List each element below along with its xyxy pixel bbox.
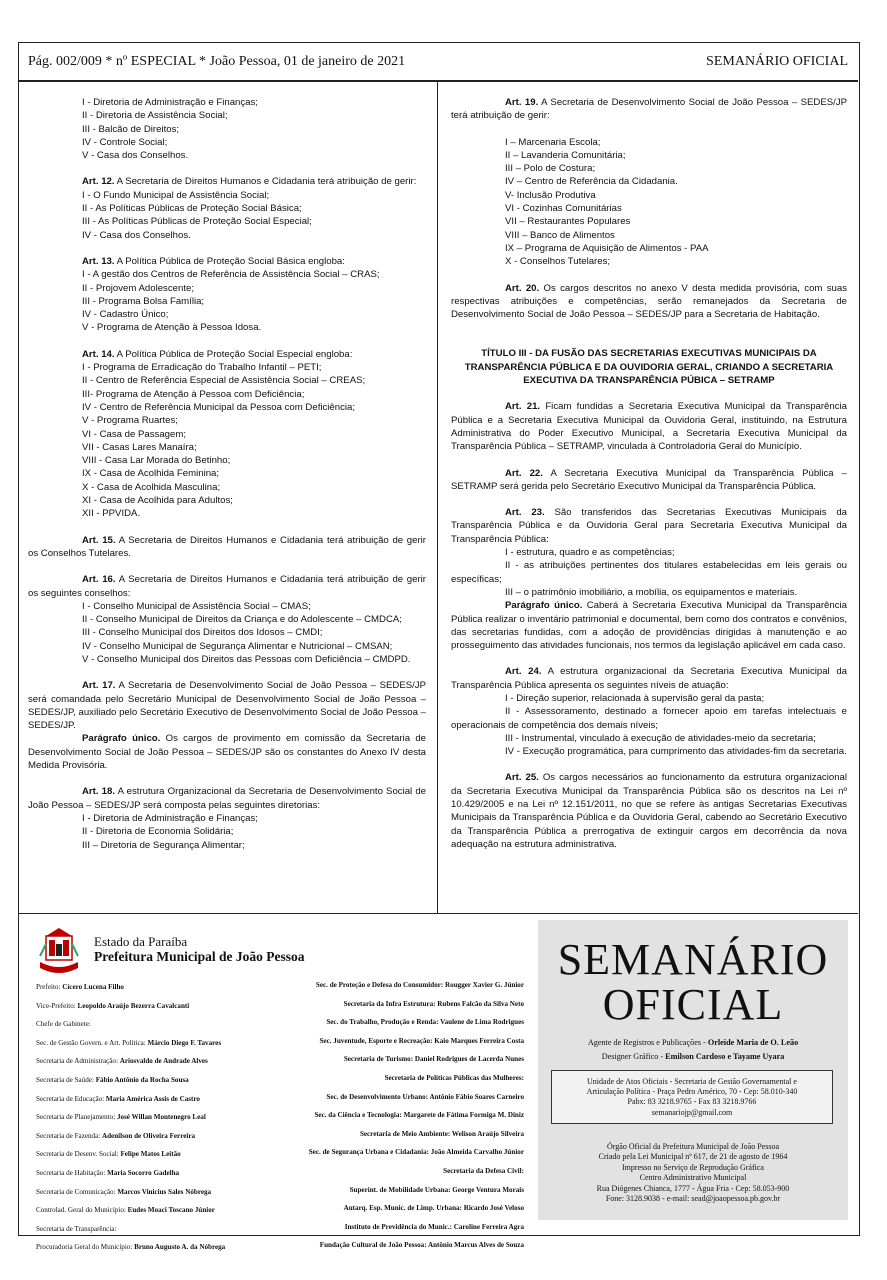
list-item (451, 175, 847, 188)
list-item (451, 586, 847, 599)
list-item (451, 215, 847, 228)
article-paragraph (28, 785, 426, 812)
paragraph-text: II - Conselho Municipal de Direitos da Criança e do Adolescente – CMDCA; (82, 614, 402, 626)
paragraph-text: I - Direção superior, relacionada à supervisão geral da pasta; (505, 692, 765, 704)
official-role: Chefe de Gabinete: (36, 1020, 91, 1029)
list-item (28, 414, 426, 427)
paragraph-text: A Política Pública de Proteção Social Básica engloba: (114, 255, 345, 267)
list-item (451, 162, 847, 175)
article-paragraph (451, 467, 847, 494)
official-role: Secretaria de Planejamento: (36, 1113, 117, 1122)
official-name: Ariosvaldo de Andrade Alves (119, 1057, 208, 1066)
official-entry (268, 1125, 524, 1144)
official-entry (268, 1088, 524, 1107)
paragraph-text: II - Centro de Referência Especial de Assistência Social – CREAS; (82, 375, 366, 387)
list-item (28, 202, 426, 215)
article-paragraph (451, 400, 847, 453)
paragraph-text: VI - Cozinhas Comunitárias (505, 203, 622, 215)
list-item (28, 839, 426, 852)
official-name: George Ventura Morais (452, 1185, 524, 1194)
article-label: Art. 12. (82, 176, 115, 188)
contact-email[interactable]: semanariojp@gmail.com (651, 1107, 733, 1117)
publication-info-line: Fone: 3128.9038 - e-mail: sead@joaopessoa.pb.gov.br (605, 1194, 781, 1204)
official-role: Secretaria de Fazenda: (36, 1131, 102, 1140)
paragraph-text: A estrutura Organizacional da Secretaria de Desenvolvimento Social de João Pessoa – SEDES/JP será composta pelas seguintes diretorias: (28, 786, 426, 811)
paragraph-text: III- Programa de Atenção à Pessoa com Deficiência; (82, 388, 305, 400)
official-name: Cícero Lucena Filho (62, 983, 124, 991)
paragraph-text: III - As Políticas Públicas de Proteção Social Especial; (82, 216, 312, 228)
official-role: Secretaria de Meio Ambiente: (359, 1129, 452, 1138)
paragraph-text: I – Marcenaria Escola; (505, 136, 601, 148)
paragraph-text: V - Programa de Atenção à Pessoa Idosa. (82, 322, 262, 334)
official-entry (36, 997, 276, 1016)
paragraph-gap (451, 454, 847, 467)
article-label: Parágrafo único. (82, 733, 161, 745)
paragraph-gap (28, 772, 426, 785)
paragraph-text: IX – Programa de Aquisição de Alimentos - PAA (505, 242, 709, 254)
paragraph-text: I - estrutura, quadro e as competências; (505, 547, 675, 559)
paragraph-gap (28, 242, 426, 255)
list-item (28, 613, 426, 626)
paragraph-text: X - Casa de Acolhida Masculina; (82, 481, 221, 493)
list-item (28, 825, 426, 838)
list-item (451, 732, 847, 745)
list-item (28, 640, 426, 653)
official-role: Vice-Prefeito: (36, 1001, 78, 1010)
official-role: Secretaria de Administração: (36, 1057, 120, 1066)
official-entry (268, 1181, 524, 1200)
paragraph-text: II – Lavanderia Comunitária; (505, 149, 626, 161)
list-item (451, 189, 847, 202)
paragraph-text: A Política Pública de Proteção Social Especial engloba: (114, 348, 353, 360)
paragraph-gap (28, 560, 426, 573)
official-entry (36, 978, 276, 997)
paragraph-gap (28, 335, 426, 348)
footer-divider (18, 913, 858, 914)
paragraph-gap (451, 652, 847, 665)
paragraph-text: V- Inclusão Produtiva (505, 189, 596, 201)
paragraph-text: XI - Casa de Acolhida para Adultos; (82, 495, 233, 507)
official-role: Secretaria de Transparência: (36, 1224, 117, 1233)
contact-line: Unidade de Atos Oficiais - Secretaria de Gestão Governamental e (587, 1077, 797, 1086)
officials-list-left (36, 978, 276, 1257)
official-entry (36, 1238, 276, 1257)
article-label: Art. 20. (505, 282, 540, 294)
official-name: Antônio Fábio Soares Carneiro (429, 1092, 524, 1101)
paragraph-text: VI - Casa de Passagem; (82, 428, 186, 440)
paragraph-text: Os cargos necessários ao funcionamento da estrutura organizacional da Secretaria Executiva Municipal da Transparência Pública são os descritos na Lei nº 10.429/2005 e na Lei nº 12.151/2011, no que se refere às antigas Secretarias Executivas Municipais da Transparência Pública e da Ouvidoria Geral, cabendo ao Secretário Executivo da Transparência Pública a prerrogativa de extinguir cargos em decorrência da nova adequação na estrutura administrativa. (451, 772, 848, 850)
official-name: Daniel Rodrigues de Lacerda Nunes (414, 1055, 524, 1064)
official-entry (36, 1127, 276, 1146)
publication-info-line: Criado pela Lei Municipal nº 617, de 21 de agosto de 1964 (598, 1152, 788, 1162)
list-item (28, 123, 426, 136)
list-item (28, 321, 426, 334)
list-item (28, 215, 426, 228)
official-name: Rougger Xavier G. Júnior (445, 981, 524, 989)
official-name: Caroline Ferreira Agra (453, 1222, 524, 1231)
paragraph-text: Caberá à Secretaria Executiva Municipal da Transparência Pública realizar o inventário patrimonial e documental, bem como dos contratos e convênios, das secretarias fundidas, com a adoção de providências dirigidas à manutenção e ao prosseguimento das atividades funcionais, nos termos da legislação aplicável em cada caso. (451, 600, 847, 652)
contact-line: Articulação Política - Praça Pedro Américo, 70 - Cep: 58.010-340 (586, 1087, 798, 1097)
list-item (28, 96, 426, 109)
paragraph-text: VIII - Casa Lar Morada do Betinho; (82, 455, 231, 467)
official-role: Secretaria de Educação: (36, 1094, 106, 1103)
page-header (18, 42, 858, 82)
list-item (28, 401, 426, 414)
agent-role: Agente de Registros e Publicações - (587, 1038, 708, 1047)
paragraph-text: IV - Controle Social; (82, 136, 168, 148)
list-item (451, 229, 847, 242)
article-paragraph (28, 175, 426, 188)
list-item (451, 202, 847, 215)
agent-credit (538, 1036, 848, 1050)
official-entry (36, 1108, 276, 1127)
official-entry (268, 1106, 524, 1125)
official-name: Vaulene de Lima Rodrigues (440, 1018, 524, 1027)
list-item (451, 242, 847, 255)
article-paragraph (28, 348, 426, 361)
paragraph-text: Os cargos de provimento em comissão da Secretaria de Desenvolvimento Social de João Pessoa – SEDES/JP são os constantes do Anexo IV desta Medida Provisória. (28, 733, 426, 772)
paragraph-text: V - Programa Ruartes; (82, 415, 178, 427)
official-entry (268, 1199, 524, 1218)
paragraph-text: A Secretaria de Desenvolvimento Social de João Pessoa – SEDES/JP terá atribuição de gerir: (451, 97, 847, 122)
article-paragraph (451, 506, 847, 546)
official-name: Eudes Moaci Toscano Júnior (127, 1206, 215, 1215)
official-role: Superint. de Mobilidade Urbana: (349, 1185, 453, 1194)
paragraph-text: II - As Políticas Públicas de Proteção Social Básica; (82, 203, 302, 215)
paragraph-text: X - Conselhos Tutelares; (505, 256, 611, 268)
paragraph-text: São transferidos das Secretarias Executivas Municipais da Transparência Pública e da Ouvidoria Geral para Secretaria Executiva Municipal da Transparência Pública: (451, 507, 847, 545)
paragraph-text: Os cargos descritos no anexo V desta medida provisória, com suas respectivas atribuições e competências, serão remanejados da Secretaria de Desenvolvimento Social de João Pessoa – SEDES/JP para a Secretaria de Habitação. (451, 282, 847, 321)
paragraph-gap (451, 269, 847, 282)
official-role: Controlad. Geral do Município: (36, 1206, 128, 1215)
official-entry (268, 1013, 524, 1032)
designer-credit (538, 1050, 848, 1064)
article-paragraph (451, 771, 847, 851)
coat-of-arms-icon (38, 926, 80, 976)
list-item (28, 454, 426, 467)
list-item (28, 361, 426, 374)
agent-name: Orleide Maria de O. Leão (707, 1038, 799, 1047)
article-label: Art. 18. (82, 786, 116, 798)
paragraph-gap (451, 334, 847, 347)
article-paragraph (28, 255, 426, 268)
staff-credits (538, 1036, 848, 1064)
list-item (451, 559, 847, 586)
official-name: Marcos Vinicius Sales Nóbrega (117, 1187, 212, 1196)
official-name: Maria Socorro Gadelha (107, 1168, 180, 1177)
official-entry (36, 1090, 276, 1109)
paragraph-text: XII - PPVIDA. (82, 508, 141, 520)
official-role: Sec. de Gestão Govern. e Art. Política: (36, 1038, 148, 1047)
paragraph-gap (28, 521, 426, 534)
left-text-column (28, 96, 426, 852)
official-role: Secretaria de Políticas Públicas das Mulheres: (384, 1073, 524, 1082)
official-entry (36, 1164, 276, 1183)
list-item (28, 374, 426, 387)
paragraph-text: III - Balcão de Direitos; (82, 123, 180, 135)
official-entry (268, 1143, 524, 1162)
article-paragraph (28, 573, 426, 600)
article-label: Art. 17. (82, 680, 116, 692)
paragraph-text: V - Casa dos Conselhos. (82, 150, 189, 162)
official-role: Instituto de Previdência do Munic.: (344, 1222, 454, 1231)
paragraph-text: A Secretaria de Direitos Humanos e Cidadania terá atribuição de gerir os Conselhos Tutelares. (28, 534, 427, 559)
official-entry (36, 1201, 276, 1220)
paragraph-text: A Secretaria de Direitos Humanos e Cidadania terá atribuição de gerir os seguintes conselhos: (28, 574, 427, 599)
publication-info-line: Rua Diógenes Chianca, 1777 - Água Fria - Cep: 58.053-900 (596, 1183, 790, 1193)
article-paragraph (28, 679, 426, 732)
list-item (28, 229, 426, 242)
official-name: Márcio Diego F. Tavares (147, 1038, 222, 1047)
official-role: Sec. da Ciência e Tecnologia: (314, 1111, 404, 1120)
official-role: Sec. de Desenvolvimento Urbano: (326, 1092, 430, 1101)
official-role: Sec. Juventude, Esporte e Recreação: (319, 1036, 435, 1045)
list-item (28, 481, 426, 494)
paragraph-gap (451, 321, 847, 334)
list-item (28, 109, 426, 122)
article-paragraph (451, 665, 847, 692)
paragraph-text: I - A gestão dos Centros de Referência de Assistência Social – CRAS; (82, 269, 380, 281)
masthead-title-line1: SEMANÁRIO (557, 935, 829, 984)
list-item (28, 428, 426, 441)
article-paragraph (28, 732, 426, 772)
article-label: Art. 15. (82, 534, 116, 546)
contact-line: Pabx: 83 3218.9765 - Fax 83 3218.9766 (627, 1097, 757, 1107)
paragraph-text: Ficam fundidas a Secretaria Executiva Municipal da Transparência Pública e a Secretaria Executiva Municipal da Ouvidoria Geral, instituindo, na Estrutura Administrativa do Poder Executivo Municipal, a Secretaria Executiva Municipal da Transparência Pública – SETRAMP, vinculada à Controladoria Geral do Município. (451, 401, 847, 453)
publication-info-line: Impresso no Serviço de Reprodução Gráfica (622, 1162, 764, 1172)
official-entry (268, 1236, 524, 1255)
list-item (28, 441, 426, 454)
paragraph-text: A Secretaria de Direitos Humanos e Cidadania terá atribuição de gerir: (114, 176, 417, 188)
article-label: Art. 24. (505, 666, 542, 678)
article-label: Art. 22. (505, 467, 543, 479)
paragraph-text: III – o patrimônio imobiliário, a mobília, os equipamentos e materiais. (505, 586, 798, 598)
official-name: Antônio Marcus Alves de Souza (427, 1241, 524, 1250)
state-name: Estado da Paraíba (94, 934, 188, 949)
article-paragraph (451, 599, 847, 652)
paragraph-gap (28, 666, 426, 679)
publication-info-line: Centro Administrativo Municipal (639, 1173, 747, 1183)
contact-box (551, 1070, 833, 1124)
official-name: Margarete de Fátima Formiga M. Diniz (403, 1111, 524, 1120)
article-paragraph (451, 96, 847, 123)
official-entry (36, 1183, 276, 1202)
paragraph-text: IV – Centro de Referência da Cidadania. (505, 176, 678, 188)
publication-info-line: Órgão Oficial da Prefeitura Municipal de João Pessoa (606, 1142, 780, 1151)
official-role: Secretaria da Defesa Civil: (443, 1166, 524, 1175)
right-text-column (451, 96, 847, 851)
list-item (451, 705, 847, 732)
publication-info (538, 1142, 848, 1204)
paragraph-text: III – Polo de Costura; (505, 163, 596, 175)
official-name: Leopoldo Araújo Bezerra Cavalcanti (77, 1001, 190, 1010)
official-role: Secretaria de Saúde: (36, 1075, 96, 1084)
official-name: Felipe Matos Leitão (120, 1150, 181, 1159)
list-item (28, 626, 426, 639)
masthead-title-line2: OFICIAL (602, 980, 784, 1029)
list-item (451, 149, 847, 162)
list-item (451, 136, 847, 149)
official-name: João Almeida Carvalho Júnior (430, 1148, 524, 1157)
paragraph-text: IV - Conselho Municipal de Segurança Alimentar e Nutricional – CMSAN; (82, 640, 393, 652)
official-entry (268, 1218, 524, 1237)
list-item (28, 189, 426, 202)
municipality-name: Prefeitura Municipal de João Pessoa (94, 949, 305, 964)
list-item (28, 388, 426, 401)
paragraph-text: II - as atribuições pertinentes dos titulares estabelecidas em leis gerais ou específicas; (451, 560, 847, 585)
official-entry (36, 1145, 276, 1164)
paragraph-text: A Secretaria Executiva Municipal da Transparência Pública – SETRAMP será gerida pelo Secretário Executivo Municipal da Transparência Pública. (451, 467, 847, 492)
paragraph-text: A Secretaria de Desenvolvimento Social de João Pessoa – SEDES/JP será comandada pelo Secretário Municipal de Desenvolvimento Social de João Pessoa – SEDES/JP, auxiliado pelo Secretário Executivo de Desenvolvimento Social de João Pessoa – SEDES/JP. (28, 680, 426, 732)
official-entry (268, 1032, 524, 1051)
official-role: Secretaria de Habitação: (36, 1168, 108, 1177)
article-label: Art. 25. (505, 772, 539, 784)
official-name: Kaio Marques Ferreira Costa (434, 1036, 524, 1045)
list-item (28, 467, 426, 480)
designer-name: Emilson Cardoso e Tayame Uyara (665, 1052, 785, 1061)
paragraph-text: VII - Casas Lares Manaíra; (82, 441, 197, 453)
official-name: Ricardo José Veloso (463, 1204, 524, 1213)
paragraph-gap (451, 493, 847, 506)
official-name: Rubens Falcão da Silva Neto (437, 999, 524, 1008)
list-item (28, 282, 426, 295)
official-entry (268, 995, 524, 1014)
official-entry (268, 1162, 524, 1181)
paragraph-text: II - Diretoria de Assistência Social; (82, 110, 228, 122)
designer-role: Designer Gráfico - (601, 1052, 666, 1061)
official-role: Secretaria de Comunicação: (36, 1187, 118, 1196)
official-role: Secretaria de Turismo: (343, 1055, 415, 1064)
list-item (28, 308, 426, 321)
official-role: Sec. de Proteção e Defesa do Consumidor: (315, 981, 446, 989)
officials-list-right (268, 976, 524, 1255)
paragraph-text: IV - Execução programática, para cumprimento das atividades-fim da secretaria. (505, 746, 847, 758)
list-item (451, 255, 847, 268)
official-name: Fábio Antônio da Rocha Sousa (95, 1075, 189, 1084)
list-item (28, 268, 426, 281)
paragraph-text: IV - Casa dos Conselhos. (82, 229, 191, 241)
header-issue-info: Pág. 002/009 * nº ESPECIAL * João Pessoa, 01 de janeiro de 2021 (28, 54, 406, 69)
official-entry (36, 1034, 276, 1053)
article-label: Art. 23. (505, 507, 545, 519)
article-label: Parágrafo único. (505, 600, 583, 612)
official-entry (36, 1015, 276, 1034)
article-label: Art. 19. (505, 97, 539, 108)
list-item (451, 692, 847, 705)
column-divider (437, 82, 438, 914)
list-item (28, 600, 426, 613)
paragraph-text: VII – Restaurantes Populares (505, 216, 631, 228)
official-role: Autarq. Esp. Munic. de Limp. Urbana: (343, 1204, 464, 1213)
official-role: Secretaria de Desenv. Social: (36, 1150, 121, 1159)
official-name: Maria América Assis de Castro (105, 1094, 200, 1103)
paragraph-gap (28, 162, 426, 175)
article-paragraph (28, 534, 426, 561)
article-label: Art. 13. (82, 255, 115, 267)
paragraph-text: III - Instrumental, vinculado à execução de atividades-meio da secretaria; (505, 732, 816, 744)
article-label: Art. 14. (82, 348, 115, 360)
official-entry (268, 976, 524, 995)
list-item (451, 546, 847, 559)
paragraph-text: VIII – Banco de Alimentos (505, 229, 615, 241)
article-label: Art. 21. (505, 401, 541, 413)
paragraph-text: II - Assessoramento, destinado a fornecer apoio em tarefas intelectuais e operacionais de competência dos demais níveis; (451, 706, 847, 731)
paragraph-text: I - Programa de Erradicação do Trabalho Infantil – PETI; (82, 362, 322, 374)
official-entry (36, 1052, 276, 1071)
official-role: Secretaria da Infra Estrutura: (343, 999, 438, 1008)
paragraph-gap (451, 387, 847, 400)
official-entry (36, 1071, 276, 1090)
paragraph-text: I - Diretoria de Administração e Finanças; (82, 97, 258, 108)
official-name: Adenilson de Oliveira Ferreira (101, 1131, 196, 1140)
list-item (28, 653, 426, 666)
list-item (28, 812, 426, 825)
paragraph-text: III - Conselho Municipal dos Direitos dos Idosos – CMDI; (82, 627, 323, 639)
paragraph-gap (451, 758, 847, 771)
official-role: Sec. de Segurança Urbana e Cidadania: (308, 1148, 431, 1157)
paragraph-text: IV - Cadastro Único; (82, 309, 169, 321)
footer-administration (30, 920, 530, 1252)
paragraph-text: II - Projovem Adolescente; (82, 282, 194, 294)
paragraph-text: III – Diretoria de Segurança Alimentar; (82, 839, 245, 851)
list-item (28, 507, 426, 520)
paragraph-text: A estrutura organizacional da Secretaria Executiva Municipal da Transparência Pública apresenta os seguintes níveis de atuação: (451, 666, 847, 691)
official-name: José Willan Montenegro Leal (116, 1113, 206, 1122)
official-role: Procuradoria Geral do Município: (36, 1243, 135, 1252)
list-item (28, 295, 426, 308)
list-item (451, 745, 847, 758)
masthead-panel (538, 920, 848, 1220)
official-entry (268, 1050, 524, 1069)
list-item (28, 149, 426, 162)
paragraph-text: V - Conselho Municipal dos Direitos das Pessoas com Deficiência – CMDPD. (82, 653, 411, 665)
paragraph-text: I - Conselho Municipal de Assistência Social – CMAS; (82, 600, 311, 612)
paragraph-text: I - O Fundo Municipal de Assistência Social; (82, 189, 270, 201)
official-role: Prefeito: (36, 983, 63, 991)
paragraph-text: II - Diretoria de Economia Solidária; (82, 826, 234, 838)
paragraph-text: I - Diretoria de Administração e Finanças; (82, 812, 258, 824)
list-item (28, 494, 426, 507)
paragraph-text: III - Programa Bolsa Família; (82, 295, 205, 307)
official-entry (36, 1220, 276, 1239)
header-publication-title: SEMANÁRIO OFICIAL (706, 54, 848, 69)
list-item (28, 136, 426, 149)
paragraph-text: IX - Casa de Acolhida Feminina; (82, 468, 220, 480)
official-name: Welison Araújo Silveira (451, 1129, 524, 1138)
paragraph-gap (451, 123, 847, 136)
official-role: Sec. do Trabalho, Produção e Renda: (326, 1018, 441, 1027)
paragraph-text: IV - Centro de Referência Municipal da Pessoa com Deficiência; (82, 401, 356, 413)
article-label: Art. 16. (82, 574, 116, 586)
official-name: Bruno Augusto A. da Nóbrega (134, 1243, 226, 1252)
official-entry (268, 1069, 524, 1088)
section-title: TÍTULO III - DA FUSÃO DAS SECRETARIAS EXECUTIVAS MUNICIPAIS DA TRANSPARÊNCIA PÚBLICA E DA OUVIDORIA GERAL, CRIANDO A SECRETARIA EXECUTIVA DA TRANSPARÊNCIA PÚBICA – SETRAMP (464, 348, 834, 387)
official-role: Fundação Cultural de João Pessoa: (319, 1241, 428, 1250)
article-paragraph (451, 282, 847, 322)
